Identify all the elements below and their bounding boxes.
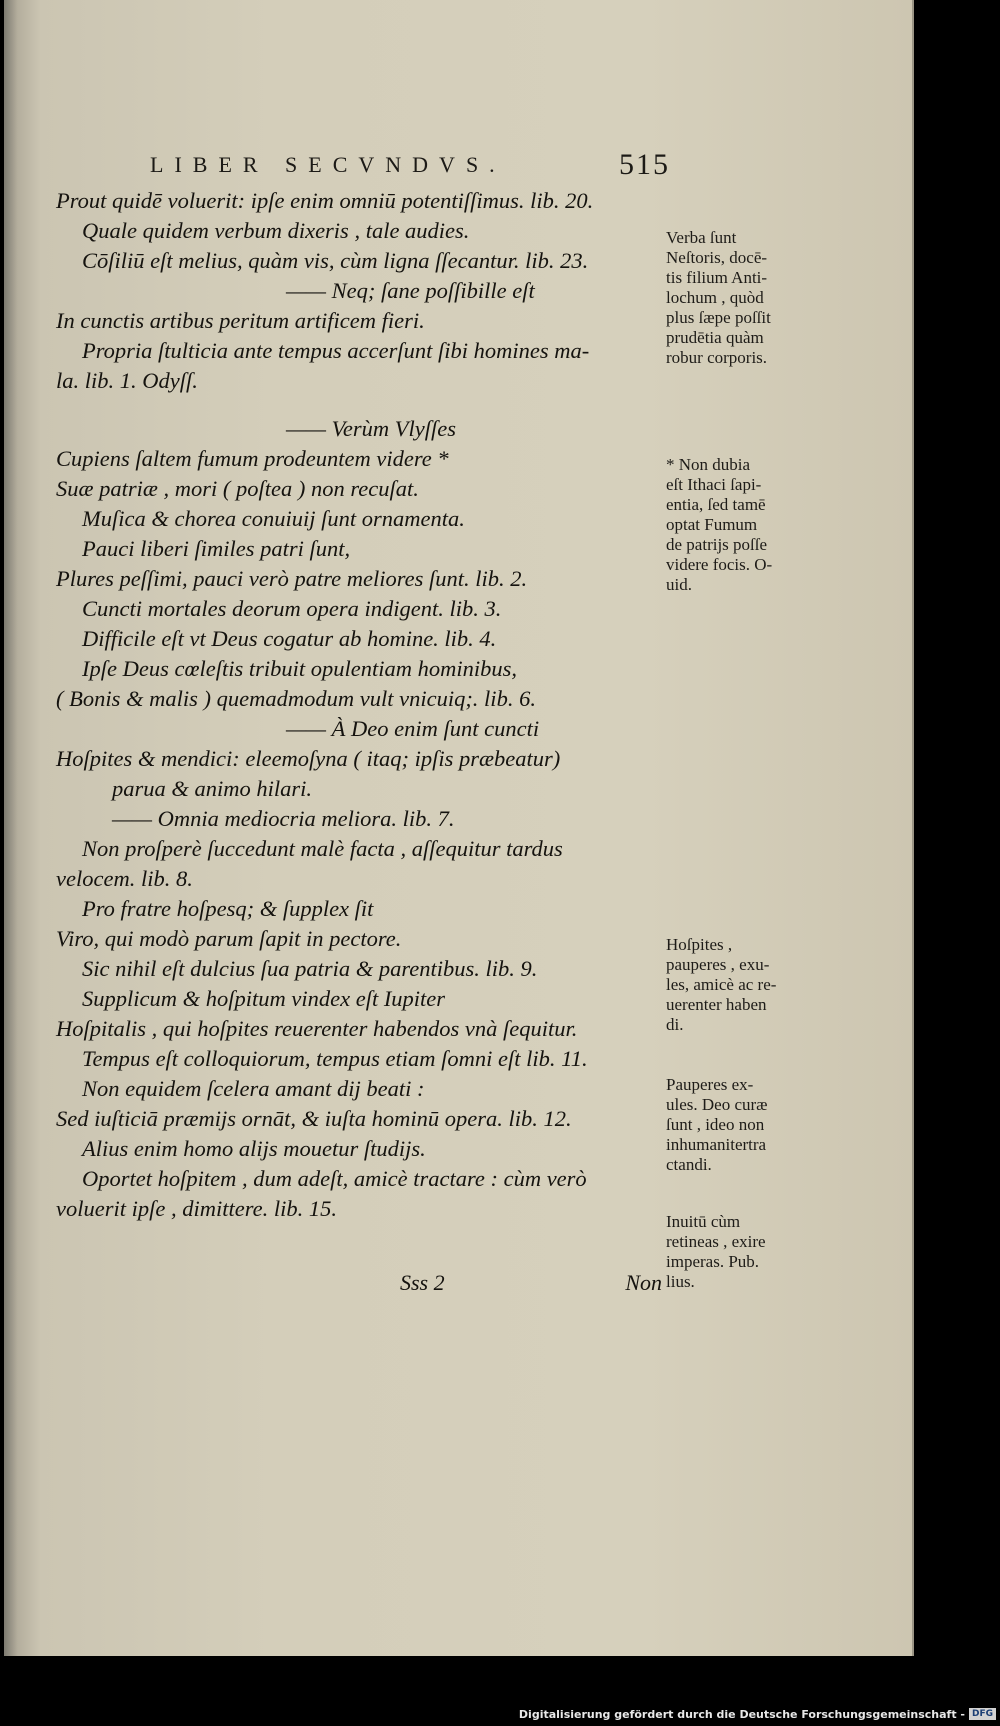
text-line: In cunctis artibus peritum artificem fieri. [56,308,425,333]
text-line: Cōſiliū eſt melius, quàm vis, cùm ligna ſſecantur. lib. 23. [82,248,589,273]
marginal-note-line: lius. [666,1272,695,1291]
text-line: Prout quidē voluerit: ipſe enim omniū potentiſſimus. lib. 20. [56,188,594,213]
text-line: velocem. lib. 8. [56,866,193,891]
page-number: 515 [619,148,670,181]
marginal-note [666,1075,816,1175]
text-line: Difficile eſt vt Deus cogatur ab homine. lib. 4. [82,626,497,651]
marginal-note-line: optat Fumum [666,515,758,534]
marginal-note-line: ctandi. [666,1155,712,1174]
marginal-note-line: prudētia quàm [666,328,764,347]
marginal-note-line: robur corporis. [666,348,768,367]
text-line: —— À Deo enim ſunt cuncti [286,716,540,741]
marginal-note-line: inhumanitertra [666,1135,767,1154]
text-line: —— Omnia mediocria meliora. lib. 7. [112,806,455,831]
text-line: —— Verùm Vlyſſes [286,416,456,441]
marginal-note-line: ſunt , ideo non [666,1115,765,1134]
text-line: Viro, qui modò parum ſapit in pectore. [56,926,402,951]
text-line: Plures peſſimi, pauci verò patre meliores ſunt. lib. 2. [56,566,528,591]
marginal-note-line: Verba ſunt [666,228,737,247]
running-title: LIBER SECVNDVS. [150,152,506,177]
digitization-footer [519,1706,996,1722]
marginal-note-line: les, amicè ac re- [666,975,777,994]
marginal-note-line: retineas , exire [666,1232,766,1251]
text-line: Quale quidem verbum dixeris , tale audies. [82,218,470,243]
marginal-note-line: Pauperes ex- [666,1075,754,1094]
text-line: Oportet hoſpitem , dum adeſt, amicè tractare : cùm verò [82,1166,587,1191]
marginal-note-line: eſt Ithaci ſapi- [666,475,762,494]
marginal-note-line: imperas. Pub. [666,1252,760,1271]
text-line: Non equidem ſcelera amant dij beati : [82,1076,425,1101]
text-line: Ipſe Deus cœleſtis tribuit opulentiam hominibus, [82,656,517,681]
text-line: Suæ patriæ , mori ( poſtea ) non recuſat. [56,476,419,501]
text-line: —— Neq; ſane poſſibille eſt [286,278,535,303]
text-line: Muſica & chorea conuiuij ſunt ornamenta. [82,506,465,531]
text-line: Pauci liberi ſimiles patri ſunt, [82,536,351,561]
text-line: Propria ſtulticia ante tempus accerſunt ſibi homines ma- [82,338,590,363]
running-header [150,148,670,186]
text-line: Sic nihil eſt dulcius ſua patria & parentibus. lib. 9. [82,956,538,981]
marginal-note-line: pauperes , exu- [666,955,770,974]
marginal-note-line: Hoſpites , [666,935,733,954]
text-line: Sed iuſticiā præmijs ornāt, & iuſta hominū opera. lib. 12. [56,1106,572,1131]
marginal-note-line: tis filium Anti- [666,268,768,287]
marginal-note [666,1212,816,1292]
text-line: Hoſpitalis , qui hoſpites reuerenter habendos vnà ſequitur. [56,1016,578,1041]
main-text-column [56,186,666,1224]
text-line: voluerit ipſe , dimittere. lib. 15. [56,1196,337,1221]
dfg-logo: DFG [969,1708,996,1720]
signature-line [400,1270,662,1296]
marginal-note-line: uid. [666,575,692,594]
text-line: Pro fratre hoſpesq; & ſupplex ſit [82,896,374,921]
text-line: ( Bonis & malis ) quemadmodum vult vnicuiq;. lib. 6. [56,686,536,711]
catchword: Non [625,1270,662,1295]
marginal-note-line: ules. Deo curæ [666,1095,768,1114]
text-line: la. lib. 1. Odyſſ. [56,368,198,393]
text-line: parua & animo hilari. [112,776,313,801]
text-line: Non proſperè ſuccedunt malè facta , aſſequitur tardus [82,836,563,861]
marginal-note-line: Neſtoris, docē- [666,248,768,267]
marginal-note [666,455,816,595]
marginal-note-line: videre focis. O- [666,555,773,574]
marginal-note-line: * Non dubia [666,455,751,474]
marginal-note [666,935,816,1035]
marginal-note-line: uerenter haben [666,995,767,1014]
text-line: Hoſpites & mendici: eleemoſyna ( itaq; ipſis præbeatur) [56,746,561,771]
text-line: Supplicum & hoſpitum vindex eſt Iupiter [82,986,446,1011]
signature-mark: Sss 2 [400,1270,445,1295]
marginal-note-line: entia, ſed tamē [666,495,766,514]
text-line: Alius enim homo alijs mouetur ſtudijs. [82,1136,426,1161]
text-line: Tempus eſt colloquiorum, tempus etiam ſomni eſt lib. 11. [82,1046,588,1071]
footer-credit: Digitalisierung gefördert durch die Deutsche Forschungsgemeinschaft - [518,1707,965,1721]
marginal-note-line: Inuitū cùm [666,1212,741,1231]
marginal-note-line: lochum , quòd [666,288,764,307]
marginal-note-line: de patrijs poſſe [666,535,768,554]
marginal-note-line: plus ſæpe poſſit [666,308,771,327]
text-line: Cuncti mortales deorum opera indigent. lib. 3. [82,596,502,621]
marginal-note [666,228,816,368]
marginal-note-line: di. [666,1015,684,1034]
text-line: Cupiens ſaltem fumum prodeuntem videre * [56,446,449,471]
